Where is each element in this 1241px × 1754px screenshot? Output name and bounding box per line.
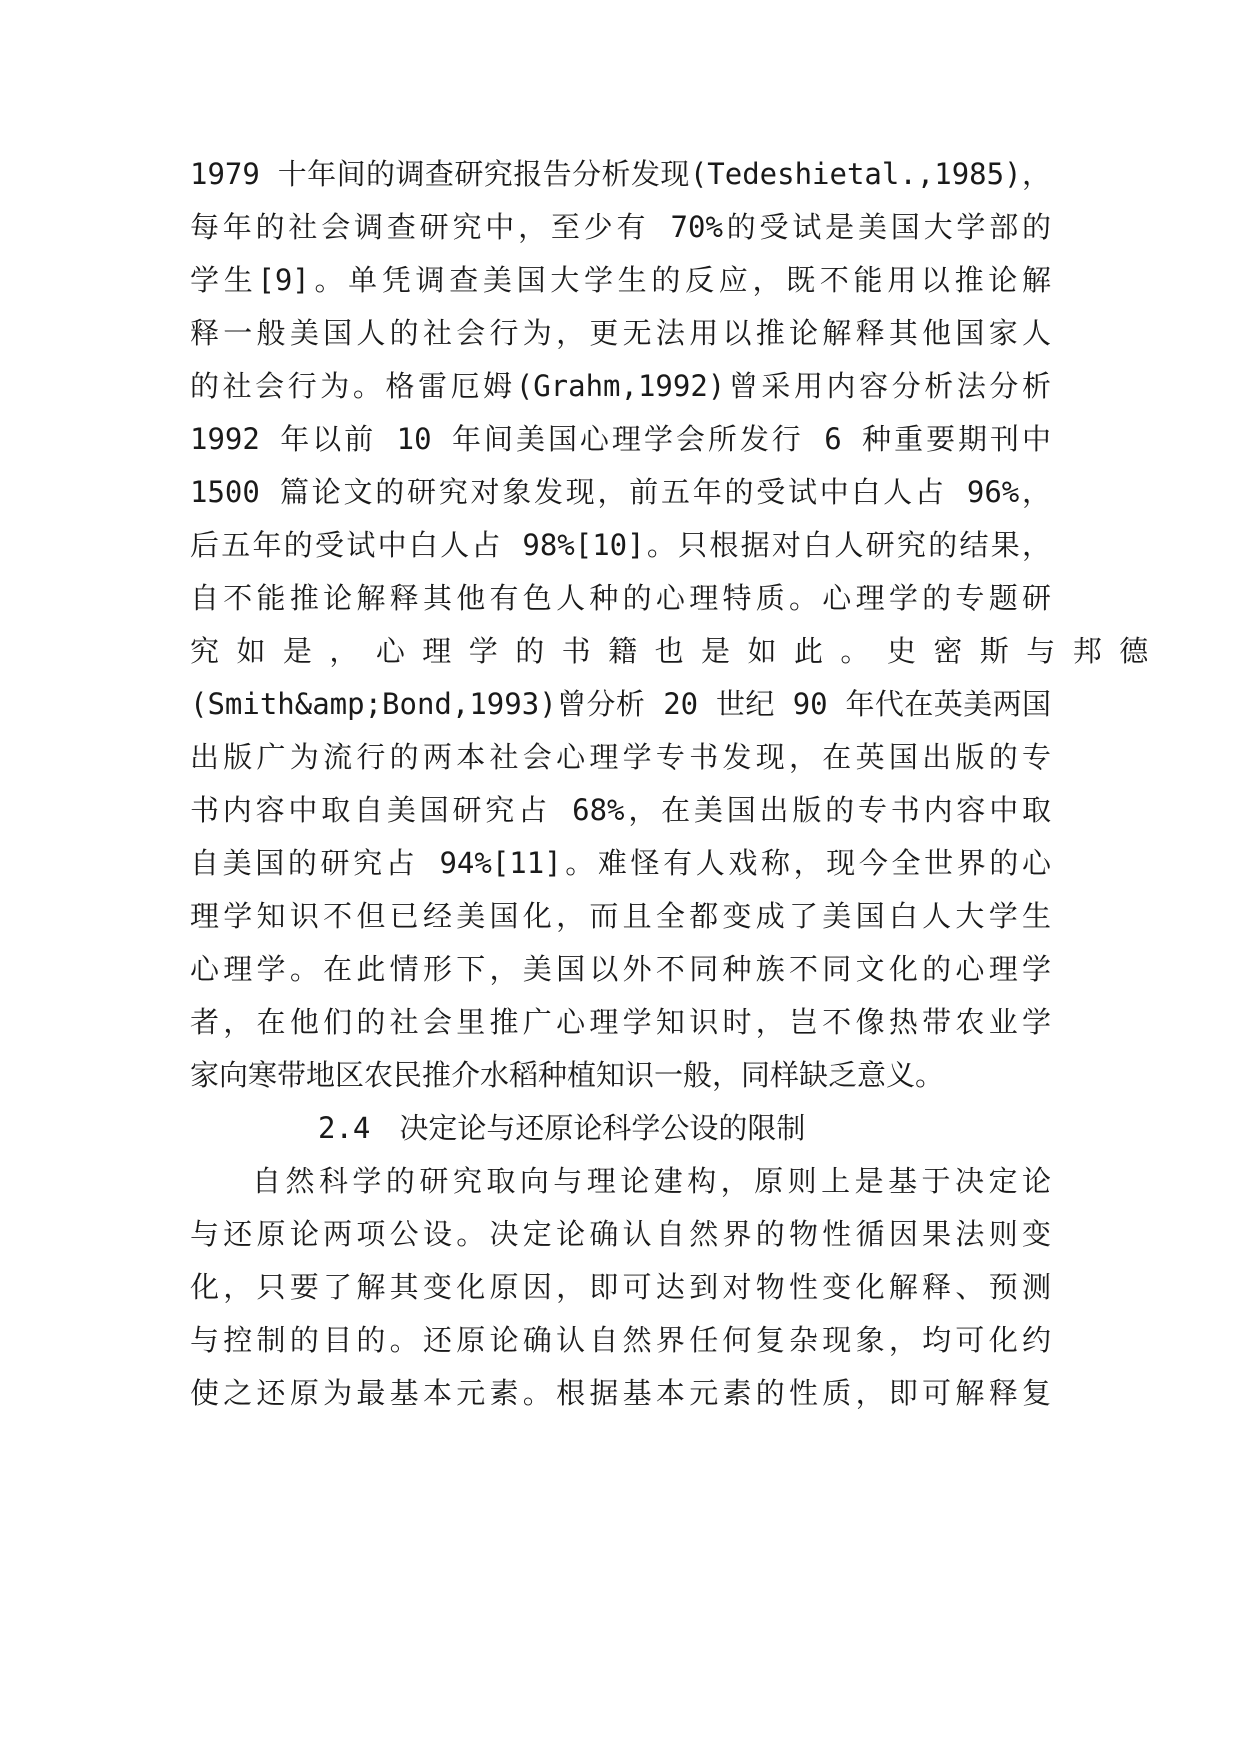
text-line: 释一般美国人的社会行为，更无法用以推论解释其他国家人 [190,316,1051,350]
text-line: 自美国的研究占 94%[11]。难怪有人戏称，现今全世界的心 [190,846,1051,880]
text-line: 1500 篇论文的研究对象发现，前五年的受试中白人占 96%， [190,475,1051,509]
text-line: 学生[9]。单凭调查美国大学生的反应，既不能用以推论解 [190,263,1051,297]
text-line: 自然科学的研究取向与理论建构，原则上是基于决定论 [252,1164,1051,1198]
text-line: 的社会行为。格雷厄姆(Grahm,1992)曾采用内容分析法分析 [190,369,1051,403]
text-line: 究 如 是 ， 心 理 学 的 书 籍 也 是 如 此 。 史 密 斯 与 邦 德 [190,634,1149,668]
text-line: 者，在他们的社会里推广心理学知识时，岂不像热带农业学 [190,1005,1051,1039]
section-heading: 2.4 决定论与还原论科学公设的限制 [318,1111,806,1145]
text-line: 出版广为流行的两本社会心理学专书发现，在英国出版的专 [190,740,1051,774]
text-line: (Smith&amp;Bond,1993)曾分析 20 世纪 90 年代在英美两国 [190,687,1051,721]
text-line: 1992 年以前 10 年间美国心理学会所发行 6 种重要期刊中 [190,422,1051,456]
text-line: 与控制的目的。还原论确认自然界任何复杂现象，均可化约 [190,1323,1051,1357]
text-line: 使之还原为最基本元素。根据基本元素的性质，即可解释复 [190,1376,1051,1410]
text-line: 与还原论两项公设。决定论确认自然界的物性循因果法则变 [190,1217,1051,1251]
text-line: 每年的社会调查研究中，至少有 70%的受试是美国大学部的 [190,210,1051,244]
text-line: 1979 十年间的调查研究报告分析发现(Tedeshietal.,1985)， [190,157,1051,191]
text-line: 书内容中取自美国研究占 68%，在美国出版的专书内容中取 [190,793,1051,827]
text-line: 后五年的受试中白人占 98%[10]。只根据对白人研究的结果， [190,528,1051,562]
text-line: 心理学。在此情形下，美国以外不同种族不同文化的心理学 [190,952,1051,986]
text-line: 自不能推论解释其他有色人种的心理特质。心理学的专题研 [190,581,1051,615]
text-line: 家向寒带地区农民推介水稻种植知识一般，同样缺乏意义。 [190,1058,945,1092]
text-line: 理学知识不但已经美国化，而且全都变成了美国白人大学生 [190,899,1051,933]
text-line: 化，只要了解其变化原因，即可达到对物性变化解释、预测 [190,1270,1051,1304]
